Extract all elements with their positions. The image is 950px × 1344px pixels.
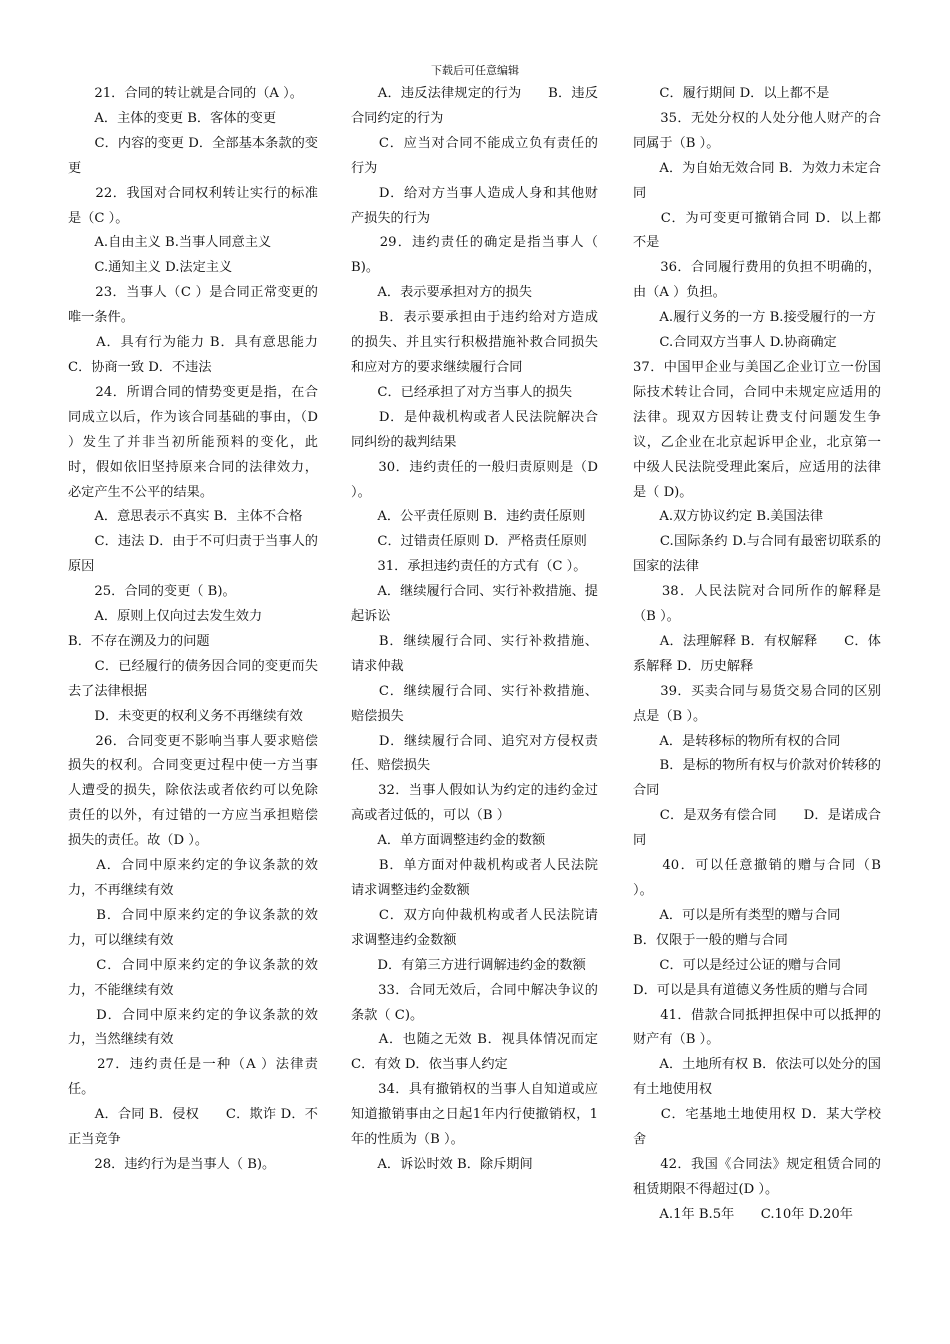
text-column-middle	[351, 82, 625, 1178]
question-paragraph: B．继续履行合同、实行补救措施、请求仲裁	[351, 633, 598, 674]
question-paragraph: C．双方向仲裁机构或者人民法院请求调整违约金数额	[351, 907, 598, 948]
question-paragraph: 35．无处分权的人处分他人财产的合同属于（B ）。	[633, 110, 881, 151]
question-paragraph: D．给对方当事人造成人身和其他财产损失的行为	[351, 185, 598, 226]
question-paragraph: 25．合同的变更（ B)。	[68, 584, 236, 600]
question-paragraph: D．有第三方进行调解违约金的数额	[351, 957, 586, 973]
question-paragraph: C.通知主义 D.法定主义	[68, 260, 233, 276]
question-paragraph: A．表示要承担对方的损失	[351, 285, 532, 301]
question-paragraph: D．可以是具有道德义务性质的赠与合同	[633, 982, 868, 998]
question-paragraph: B．是标的物所有权与价款对价转移的合同	[633, 758, 881, 799]
question-paragraph: A．违反法律规定的行为 B．违反合同约定的行为	[351, 86, 598, 126]
question-paragraph: C．可以是经过公证的赠与合同	[633, 957, 841, 973]
question-paragraph: C．应当对合同不能成立负有责任的行为	[351, 135, 598, 176]
question-paragraph: 21．合同的转让就是合同的（A ）。	[68, 86, 303, 101]
question-paragraph: 26．合同变更不影响当事人要求赔偿损失的权利。合同变更过程中使一方当事人遭受的损失，除依法或者依约可以免除责任的以外，有过错的一方应当承担赔偿损失的责任。故（D ）。	[68, 733, 318, 849]
question-paragraph: C．为可变更可撤销合同 D．以上都不是	[633, 210, 881, 251]
question-paragraph: 24．所谓合同的情势变更是指，在合同成立以后，作为该合同基础的事由，（D ）发生了并非当初所能预料的变化，此时，假如依旧坚持原来合同的法律效力，必定产生不公平的结果。	[68, 384, 318, 500]
question-paragraph: A．单方面调整违约金的数额	[351, 833, 546, 849]
question-paragraph: A．土地所有权 B．依法可以处分的国有土地使用权	[633, 1057, 881, 1098]
question-paragraph: 22．我国对合同权利转让实行的标准是（C ）。	[68, 185, 318, 226]
question-paragraph: A．具有行为能力 B．具有意思能力 C．协商一致 D．不违法	[68, 335, 345, 375]
question-paragraph: C．宅基地土地使用权 D．某大学校舍	[633, 1107, 881, 1148]
question-paragraph: A．原则上仅向过去发生效力	[68, 609, 263, 625]
question-paragraph: B．不存在溯及力的问题	[68, 633, 210, 649]
question-paragraph: 38．人民法院对合同所作的解释是（B ）。	[633, 584, 881, 625]
question-paragraph: A．为自始无效合同 B．为效力未定合同	[633, 160, 881, 201]
question-paragraph: C．已经履行的债务因合同的变更而失去了法律根据	[68, 658, 318, 699]
question-paragraph: A．公平责任原则 B．违约责任原则	[351, 509, 586, 525]
question-paragraph: 27．违约责任是一种（A ）法律责任。	[68, 1057, 318, 1098]
text-column-right	[633, 82, 881, 1228]
question-paragraph: C．内容的变更 D．全部基本条款的变更	[68, 135, 318, 176]
question-paragraph: 36．合同履行费用的负担不明确的，由（A ）负担。	[633, 260, 881, 301]
question-paragraph: A.自由主义 B.当事人同意主义	[68, 235, 272, 251]
question-paragraph: A．是转移标的物所有权的合同	[633, 733, 841, 749]
question-paragraph: A．合同 B．侵权 C．欺诈 D．不正当竞争	[68, 1107, 318, 1148]
question-paragraph: C．已经承担了对方当事人的损失	[351, 384, 573, 400]
question-paragraph: A．也随之无效 B．视具体情况而定 C．有效 D．依当事人约定	[351, 1032, 625, 1073]
question-paragraph: 23．当事人（C ）是合同正常变更的唯一条件。	[68, 285, 318, 326]
question-paragraph: A．主体的变更 B．客体的变更	[68, 110, 277, 126]
question-paragraph: 31．承担违约责任的方式有（C ）。	[351, 559, 587, 575]
question-paragraph: B．单方面对仲裁机构或者人民法院请求调整违约金数额	[351, 858, 598, 898]
question-paragraph: 42．我国《合同法》规定租赁合同的租赁期限不得超过(D ）。	[633, 1156, 881, 1197]
question-paragraph: C.合同双方当事人 D.协商确定	[633, 335, 837, 351]
question-paragraph: 37．中国甲企业与美国乙企业订立一份国际技术转让合同，合同中未规定应适用的法律。现双方因转让费支付问题发生争议，乙企业在北京起诉甲企业，北京第一中级人民法院受理此案后，应适用的法律是（ D)。	[633, 359, 881, 500]
question-paragraph: 39．买卖合同与易货交易合同的区别点是（B ）。	[633, 683, 881, 724]
question-paragraph: C．过错责任原则 D．严格责任原则	[351, 534, 587, 550]
question-paragraph: A.1年 B.5年 C.10年 D.20年	[633, 1206, 853, 1222]
page-header: 下载后可任意编辑	[431, 64, 519, 77]
question-paragraph: D．继续履行合同、追究对方侵权责任、赔偿损失	[351, 733, 598, 774]
question-paragraph: 29．违约责任的确定是指当事人（ B)。	[351, 235, 598, 276]
question-paragraph: C．违法 D．由于不可归责于当事人的原因	[68, 534, 318, 575]
question-paragraph: A．继续履行合同、实行补救措施、提起诉讼	[351, 584, 598, 625]
question-paragraph: A．意思表示不真实 B．主体不合格	[68, 509, 303, 525]
question-paragraph: 28．违约行为是当事人（ B)。	[68, 1156, 276, 1172]
question-paragraph: 30．违约责任的一般归责原则是（D ）。	[351, 459, 598, 500]
question-paragraph: 34．具有撤销权的当事人自知道或应知道撤销事由之日起1年内行使撤销权，1年的性质为（B ）。	[351, 1082, 598, 1148]
question-paragraph: 40．可以任意撤销的赠与合同（B ）。	[633, 858, 881, 898]
question-paragraph: D．是仲裁机构或者人民法院解决合同纠纷的裁判结果	[351, 409, 598, 450]
question-paragraph: A．合同中原来约定的争议条款的效力，不再继续有效	[68, 858, 318, 898]
question-paragraph: C．是双务有偿合同 D．是诺成合同	[633, 808, 881, 849]
question-paragraph: A.双方协议约定 B.美国法律	[633, 509, 824, 525]
question-paragraph: B．表示要承担由于违约给对方造成的损失、并且实行积极措施补救合同损失和应对方的要求继续履行合同	[351, 310, 598, 375]
question-paragraph: D．未变更的权利义务不再继续有效	[68, 708, 303, 724]
question-paragraph: D．合同中原来约定的争议条款的效力，当然继续有效	[68, 1007, 318, 1048]
question-paragraph: C．继续履行合同、实行补救措施、赔偿损失	[351, 683, 598, 724]
question-paragraph: C.国际条约 D.与合同有最密切联系的国家的法律	[633, 534, 881, 575]
question-paragraph: A．法理解释 B．有权解释 C．体系解释 D．历史解释	[633, 633, 881, 674]
question-paragraph: 32．当事人假如认为约定的违约金过高或者过低的，可以（B ）	[351, 783, 598, 824]
question-paragraph: A．可以是所有类型的赠与合同	[633, 907, 841, 923]
question-paragraph: C．合同中原来约定的争议条款的效力，不能继续有效	[68, 957, 318, 998]
question-paragraph: C．履行期间 D．以上都不是	[633, 86, 830, 101]
question-paragraph: A.履行义务的一方 B.接受履行的一方	[633, 310, 876, 326]
question-paragraph: 33．合同无效后，合同中解决争议的条款（ C)。	[351, 982, 598, 1023]
question-paragraph: A．诉讼时效 B．除斥期间	[351, 1156, 533, 1172]
text-column-left	[68, 82, 345, 1178]
question-paragraph: 41．借款合同抵押担保中可以抵押的财产有（B ）。	[633, 1007, 881, 1048]
question-paragraph: B．合同中原来约定的争议条款的效力，可以继续有效	[68, 907, 318, 948]
question-paragraph: B．仅限于一般的赠与合同	[633, 932, 788, 948]
